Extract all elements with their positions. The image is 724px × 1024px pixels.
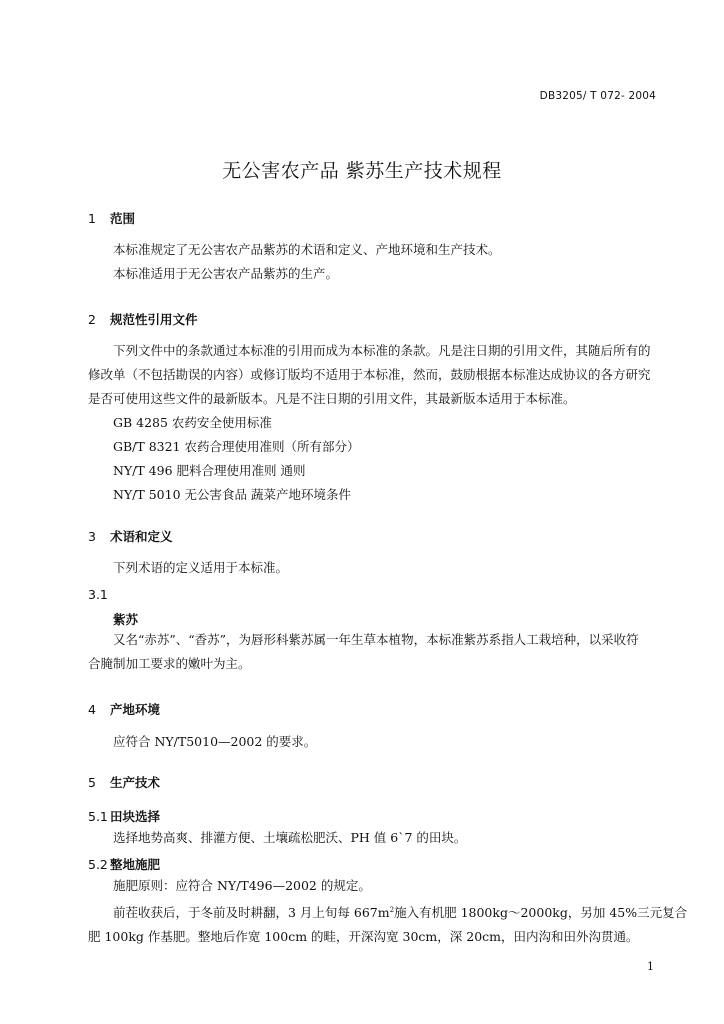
subsection-5-1-body	[88, 826, 658, 850]
section-title: 产地环境	[110, 702, 161, 717]
paragraph-line: 选择地势高爽、排灌方便、土壤疏松肥沃、PH 值 6`7 的田块。	[113, 830, 467, 845]
section-number: 1	[88, 211, 96, 226]
paragraph-line: 肥 100kg 作基肥。整地后作宽 100cm 的畦，开深沟宽 30cm，深 20cm，田内沟和田外沟贯通。	[88, 929, 639, 945]
subsection-5-2-body	[88, 874, 688, 949]
section-4-body	[88, 730, 658, 754]
text-run: 施入有机肥 1800kg～2000kg，另加 45%三元复合	[394, 905, 688, 921]
subsection-title: 田块选择	[110, 809, 161, 824]
paragraph-line: 下列文件中的条款通过本标准的引用而成为本标准的条款。凡是注日期的引用文件，其随后所有的	[113, 343, 651, 358]
section-5-heading	[88, 773, 160, 791]
paragraph-line: 修改单（不包括勘误的内容）或修订版均不适用于本标准，然而，鼓励根据本标准达成协议的各方研究	[88, 367, 651, 382]
term-definition	[88, 628, 658, 676]
paragraph-line: 本标准规定了无公害农产品紫苏的术语和定义、产地环境和生产技术。	[113, 242, 501, 257]
section-number: 3	[88, 529, 96, 544]
section-3-intro	[88, 556, 658, 580]
section-4-heading	[88, 700, 160, 718]
paragraph-line	[88, 898, 688, 925]
paragraph-line: 是否可使用这些文件的最新版本。凡是不注日期的引用文件，其最新版本适用于本标准。	[88, 391, 576, 406]
section-title: 规范性引用文件	[110, 312, 198, 327]
reference-item: GB 4285 农药安全使用标准	[113, 415, 272, 430]
paragraph-line: 合腌制加工要求的嫩叶为主。	[88, 656, 251, 671]
reference-item: GB/T 8321 农药合理使用准则（所有部分）	[113, 439, 360, 454]
subsection-title: 整地施肥	[110, 857, 161, 872]
section-2-heading	[88, 310, 198, 328]
reference-item: NY/T 5010 无公害食品 蔬菜产地环境条件	[113, 487, 351, 502]
paragraph-line: 施肥原则：应符合 NY/T496—2002 的规定。	[113, 878, 371, 893]
section-2-body	[88, 339, 658, 507]
paragraph-line: 下列术语的定义适用于本标准。	[113, 560, 289, 575]
standard-code: DB3205/ T 072- 2004	[539, 90, 656, 102]
section-title: 生产技术	[110, 775, 161, 790]
section-number: 4	[88, 702, 96, 717]
text-run: 前茬收获后，于冬前及时耕翻，3 月上旬每 667m	[113, 905, 390, 921]
subsection-3-1-number: 3.1	[88, 587, 108, 602]
subsection-number: 5.2	[88, 857, 108, 872]
section-title: 范围	[110, 211, 136, 226]
term-heading: 紫苏	[113, 612, 139, 627]
subsection-number: 5.1	[88, 809, 108, 824]
paragraph-line: 本标准适用于无公害农产品紫苏的生产。	[113, 266, 339, 281]
section-1-heading	[88, 209, 135, 227]
section-1-body	[88, 238, 658, 286]
page-number: 1	[647, 960, 654, 973]
section-title: 术语和定义	[110, 529, 173, 544]
paragraph-line: 又名“赤苏”、“香苏”，为唇形科紫苏属一年生草本植物，本标准紫苏系指人工栽培种，以采收符	[113, 632, 639, 647]
document-title: 无公害农产品 紫苏生产技术规程	[222, 160, 502, 182]
section-number: 5	[88, 775, 96, 790]
reference-item: NY/T 496 肥料合理使用准则 通则	[113, 463, 306, 478]
section-number: 2	[88, 312, 96, 327]
section-3-heading	[88, 527, 173, 545]
superscript: 2	[389, 906, 395, 914]
paragraph-line: 应符合 NY/T5010—2002 的要求。	[113, 734, 317, 749]
subsection-5-2-heading	[88, 855, 160, 873]
subsection-5-1-heading	[88, 807, 160, 825]
